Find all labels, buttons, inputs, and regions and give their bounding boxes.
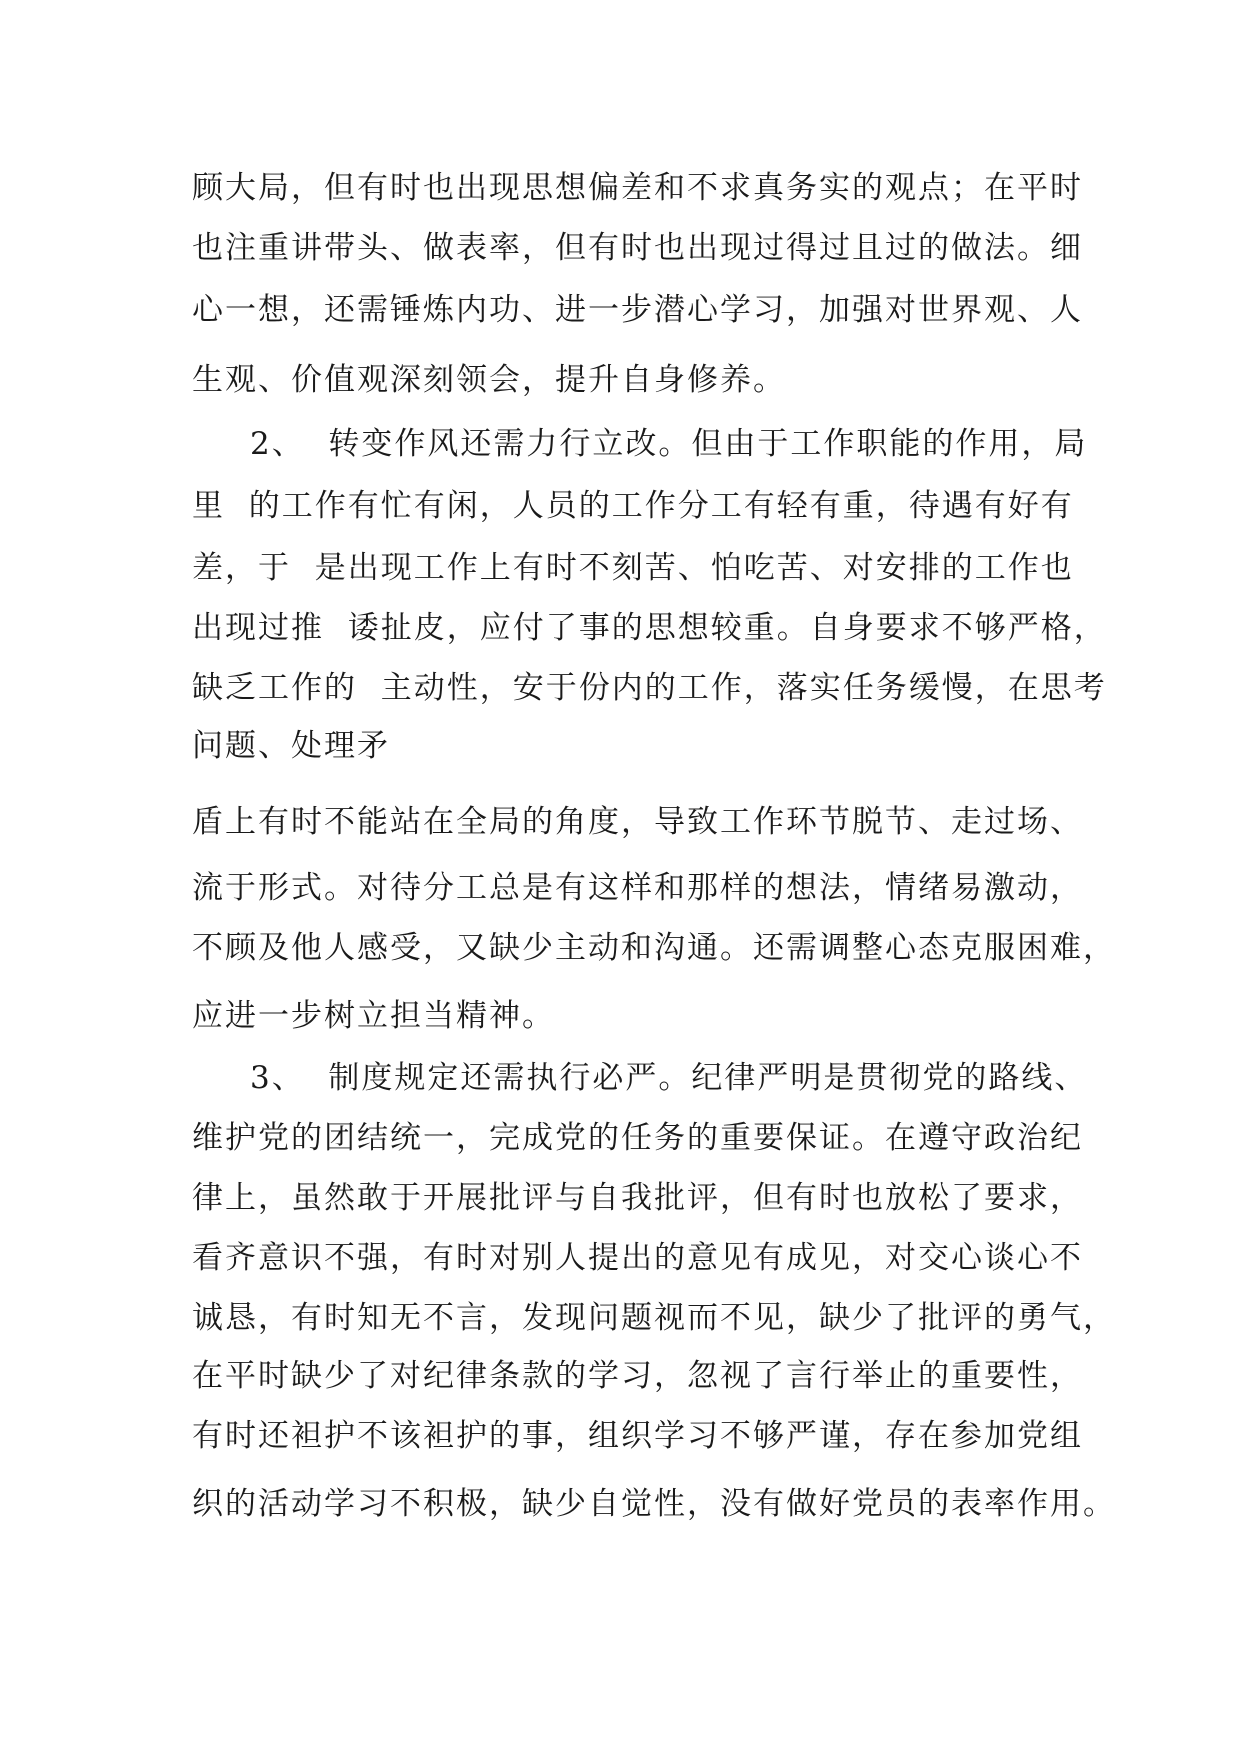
text-line: 也注重讲带头、做表率，但有时也出现过得过且过的做法。细 <box>192 230 1083 266</box>
text-line: 顾大局，但有时也出现思想偏差和不求真务实的观点；在平时 <box>192 170 1083 206</box>
text-line: 不顾及他人感受，又缺少主动和沟通。还需调整心态克服困难， <box>192 930 1116 966</box>
text-line: 诚恳，有时知无不言，发现问题视而不见，缺少了批评的勇气， <box>192 1300 1116 1336</box>
text-line: 织的活动学习不积极，缺少自觉性，没有做好党员的表率作用。 <box>192 1486 1116 1522</box>
text-line: 维护党的团结统一，完成党的任务的重要保证。在遵守政治纪 <box>192 1120 1083 1156</box>
paragraph-2-heading-line: 2、 转变作风还需力行立改。但由于工作职能的作用，局 <box>250 426 1088 462</box>
text-line: 律上，虽然敢于开展批评与自我批评，但有时也放松了要求， <box>192 1180 1083 1216</box>
text-line: 盾上有时不能站在全局的角度，导致工作环节脱节、走过场、 <box>192 804 1083 840</box>
text-line: 生观、价值观深刻领会，提升自身修养。 <box>192 362 786 398</box>
text-line: 应进一步树立担当精神。 <box>192 998 555 1034</box>
text-line: 流于形式。对待分工总是有这样和那样的想法，情绪易激动， <box>192 870 1083 906</box>
text-line: 出现过推 诿扯皮，应付了事的思想较重。自身要求不够严格， <box>192 610 1107 646</box>
text-line: 差，于 是出现工作上有时不刻苦、怕吃苦、对安排的工作也 <box>192 550 1074 586</box>
text-line: 心一想，还需锤炼内功、进一步潜心学习，加强对世界观、人 <box>192 292 1083 328</box>
text-line: 有时还袒护不该袒护的事，组织学习不够严谨，存在参加党组 <box>192 1418 1083 1454</box>
text-line: 里 的工作有忙有闲，人员的工作分工有轻有重，待遇有好有 <box>192 488 1074 524</box>
paragraph-3-heading-line: 3、 制度规定还需执行必严。纪律严明是贯彻党的路线、 <box>250 1060 1088 1096</box>
text-line: 缺乏工作的 主动性，安于份内的工作，落实任务缓慢，在思考 <box>192 670 1107 706</box>
text-line: 在平时缺少了对纪律条款的学习，忽视了言行举止的重要性， <box>192 1358 1083 1394</box>
text-line: 问题、处理矛 <box>192 728 390 764</box>
text-line: 看齐意识不强，有时对别人提出的意见有成见，对交心谈心不 <box>192 1240 1083 1276</box>
